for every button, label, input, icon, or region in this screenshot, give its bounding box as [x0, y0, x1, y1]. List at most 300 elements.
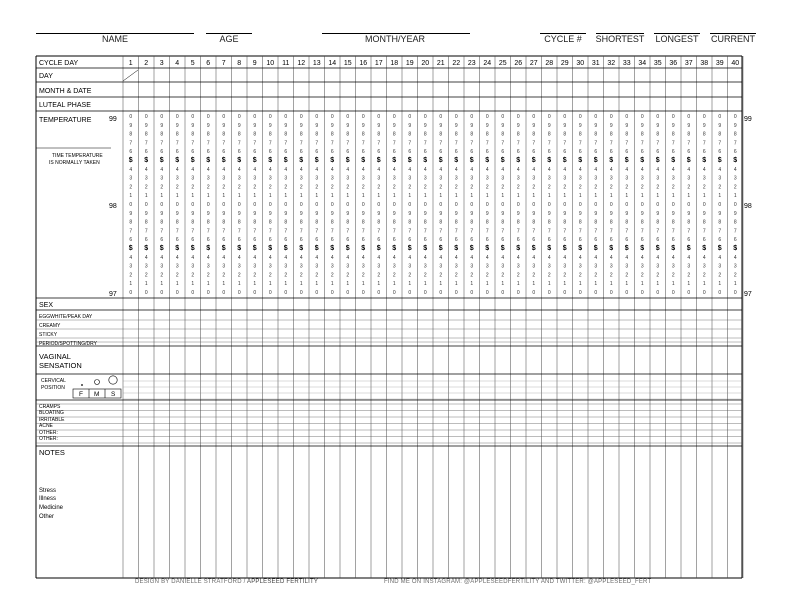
- temp-digit[interactable]: 6: [640, 237, 644, 244]
- temp-digit[interactable]: 8: [330, 131, 334, 138]
- temp-digit[interactable]: 1: [175, 193, 179, 200]
- temp-digit[interactable]: 0: [532, 290, 536, 296]
- temp-digit[interactable]: 1: [144, 193, 148, 200]
- temp-digit[interactable]: 8: [268, 219, 272, 226]
- temp-digit[interactable]: 6: [563, 149, 567, 156]
- temp-digit[interactable]: 8: [609, 131, 613, 138]
- temp-digit[interactable]: 4: [547, 254, 551, 261]
- temp-digit[interactable]: 0: [687, 202, 691, 208]
- temp-digit[interactable]: 1: [702, 281, 706, 288]
- temp-digit[interactable]: 2: [408, 272, 412, 279]
- temp-digit[interactable]: 3: [439, 263, 443, 270]
- temp-digit[interactable]: 9: [268, 210, 272, 217]
- temp-digit[interactable]: 0: [299, 202, 303, 208]
- temp-digit[interactable]: 4: [671, 254, 675, 261]
- temp-digit[interactable]: 9: [129, 122, 133, 129]
- temp-digit[interactable]: 3: [470, 175, 474, 182]
- temp-digit[interactable]: 0: [547, 202, 551, 208]
- temp-digit[interactable]: 0: [470, 290, 474, 296]
- temp-digit[interactable]: 4: [687, 166, 691, 173]
- temp-digit[interactable]: $: [268, 245, 273, 252]
- temp-digit[interactable]: 7: [268, 140, 272, 147]
- temp-digit[interactable]: 2: [687, 184, 691, 191]
- temp-digit[interactable]: 3: [299, 175, 303, 182]
- temp-digit[interactable]: 8: [392, 131, 396, 138]
- temp-digit[interactable]: 1: [253, 193, 257, 200]
- temp-digit[interactable]: 0: [206, 114, 210, 120]
- temp-digit[interactable]: $: [128, 245, 133, 252]
- temp-digit[interactable]: 7: [299, 228, 303, 235]
- temp-digit[interactable]: 4: [423, 254, 427, 261]
- temp-digit[interactable]: 4: [423, 166, 427, 173]
- temp-digit[interactable]: 9: [206, 210, 210, 217]
- temp-digit[interactable]: 3: [563, 175, 567, 182]
- temp-digit[interactable]: 0: [439, 202, 443, 208]
- temp-digit[interactable]: 0: [361, 202, 365, 208]
- temp-digit[interactable]: 0: [377, 290, 381, 296]
- temp-digit[interactable]: 4: [687, 254, 691, 261]
- temp-digit[interactable]: 8: [640, 131, 644, 138]
- temp-digit[interactable]: 2: [532, 272, 536, 279]
- temp-digit[interactable]: 9: [284, 210, 288, 217]
- temp-digit[interactable]: $: [609, 245, 614, 252]
- temp-digit[interactable]: 8: [299, 219, 303, 226]
- temp-digit[interactable]: 4: [671, 166, 675, 173]
- temp-digit[interactable]: 4: [377, 166, 381, 173]
- temp-digit[interactable]: 6: [268, 237, 272, 244]
- temp-digit[interactable]: 4: [516, 254, 520, 261]
- temp-digit[interactable]: 8: [625, 219, 629, 226]
- temp-digit[interactable]: 7: [284, 228, 288, 235]
- temp-digit[interactable]: 8: [377, 219, 381, 226]
- temp-digit[interactable]: $: [438, 157, 443, 164]
- temp-digit[interactable]: 4: [361, 166, 365, 173]
- temp-digit[interactable]: 7: [377, 228, 381, 235]
- temp-digit[interactable]: 0: [129, 290, 133, 296]
- temp-digit[interactable]: 3: [702, 263, 706, 270]
- temp-digit[interactable]: 8: [284, 219, 288, 226]
- temp-digit[interactable]: 2: [315, 184, 319, 191]
- temp-digit[interactable]: 1: [609, 193, 613, 200]
- temp-digit[interactable]: $: [624, 157, 629, 164]
- temp-digit[interactable]: 8: [206, 219, 210, 226]
- temp-digit[interactable]: 1: [656, 193, 660, 200]
- temp-digit[interactable]: 7: [485, 140, 489, 147]
- temp-digit[interactable]: $: [206, 245, 211, 252]
- temp-digit[interactable]: 3: [671, 263, 675, 270]
- temp-digit[interactable]: 9: [656, 210, 660, 217]
- temp-digit[interactable]: 7: [547, 140, 551, 147]
- temp-digit[interactable]: 8: [563, 131, 567, 138]
- temp-digit[interactable]: 6: [408, 237, 412, 244]
- temp-digit[interactable]: 2: [315, 272, 319, 279]
- temp-digit[interactable]: 4: [361, 254, 365, 261]
- temp-digit[interactable]: 2: [578, 272, 582, 279]
- temp-digit[interactable]: 7: [392, 228, 396, 235]
- temp-digit[interactable]: 9: [485, 122, 489, 129]
- temp-digit[interactable]: 4: [206, 166, 210, 173]
- temp-digit[interactable]: $: [407, 157, 412, 164]
- temp-digit[interactable]: $: [330, 157, 335, 164]
- temp-digit[interactable]: 0: [640, 290, 644, 296]
- temp-digit[interactable]: 9: [718, 210, 722, 217]
- temp-digit[interactable]: 4: [253, 254, 257, 261]
- temp-digit[interactable]: 6: [439, 237, 443, 244]
- temp-digit[interactable]: 6: [656, 149, 660, 156]
- temp-digit[interactable]: 0: [144, 290, 148, 296]
- temp-digit[interactable]: 3: [718, 175, 722, 182]
- temp-digit[interactable]: $: [500, 245, 505, 252]
- temp-digit[interactable]: 6: [377, 237, 381, 244]
- temp-digit[interactable]: 9: [501, 122, 505, 129]
- temp-digit[interactable]: 0: [284, 290, 288, 296]
- temp-digit[interactable]: 3: [532, 263, 536, 270]
- temp-digit[interactable]: 9: [129, 210, 133, 217]
- temp-digit[interactable]: 7: [702, 228, 706, 235]
- temp-digit[interactable]: 9: [423, 122, 427, 129]
- temp-digit[interactable]: 4: [439, 254, 443, 261]
- temp-digit[interactable]: 1: [346, 193, 350, 200]
- temp-digit[interactable]: 2: [439, 272, 443, 279]
- temp-digit[interactable]: 7: [222, 228, 226, 235]
- temp-digit[interactable]: 3: [299, 263, 303, 270]
- temp-digit[interactable]: 1: [470, 281, 474, 288]
- temp-digit[interactable]: 7: [563, 228, 567, 235]
- temp-digit[interactable]: 7: [191, 228, 195, 235]
- temp-digit[interactable]: 9: [423, 210, 427, 217]
- temp-digit[interactable]: 8: [547, 219, 551, 226]
- temp-digit[interactable]: 7: [501, 228, 505, 235]
- temp-digit[interactable]: $: [376, 157, 381, 164]
- temp-digit[interactable]: $: [454, 157, 459, 164]
- temp-digit[interactable]: 9: [532, 210, 536, 217]
- temp-digit[interactable]: 8: [160, 219, 164, 226]
- temp-digit[interactable]: 0: [268, 114, 272, 120]
- temp-digit[interactable]: 4: [237, 254, 241, 261]
- temp-digit[interactable]: 8: [237, 219, 241, 226]
- temp-digit[interactable]: 8: [671, 219, 675, 226]
- temp-digit[interactable]: 0: [129, 114, 133, 120]
- temp-digit[interactable]: 3: [594, 175, 598, 182]
- temp-digit[interactable]: 9: [284, 122, 288, 129]
- temp-digit[interactable]: 8: [733, 219, 737, 226]
- temp-digit[interactable]: 4: [206, 254, 210, 261]
- temp-digit[interactable]: 6: [315, 149, 319, 156]
- temp-digit[interactable]: 2: [253, 184, 257, 191]
- temp-digit[interactable]: 0: [485, 114, 489, 120]
- temp-digit[interactable]: 3: [408, 263, 412, 270]
- temp-digit[interactable]: $: [407, 245, 412, 252]
- temp-digit[interactable]: 8: [330, 219, 334, 226]
- temp-digit[interactable]: 7: [129, 140, 133, 147]
- temp-digit[interactable]: 7: [547, 228, 551, 235]
- temp-digit[interactable]: 1: [191, 281, 195, 288]
- temp-digit[interactable]: 4: [191, 254, 195, 261]
- temp-digit[interactable]: 3: [625, 263, 629, 270]
- temp-digit[interactable]: 9: [175, 122, 179, 129]
- temp-digit[interactable]: 8: [392, 219, 396, 226]
- temp-digit[interactable]: 1: [315, 193, 319, 200]
- temp-digit[interactable]: $: [547, 245, 552, 252]
- temp-digit[interactable]: 0: [253, 202, 257, 208]
- temp-digit[interactable]: 7: [563, 140, 567, 147]
- temp-digit[interactable]: 8: [454, 219, 458, 226]
- temp-digit[interactable]: 6: [501, 237, 505, 244]
- temp-digit[interactable]: 8: [470, 131, 474, 138]
- temp-digit[interactable]: 8: [222, 219, 226, 226]
- temp-digit[interactable]: 6: [578, 237, 582, 244]
- temp-digit[interactable]: $: [609, 157, 614, 164]
- temp-digit[interactable]: 6: [144, 237, 148, 244]
- temp-digit[interactable]: 0: [299, 114, 303, 120]
- temp-digit[interactable]: 9: [516, 210, 520, 217]
- temp-digit[interactable]: 1: [330, 281, 334, 288]
- temp-digit[interactable]: 8: [144, 219, 148, 226]
- temp-digit[interactable]: 1: [268, 281, 272, 288]
- temp-digit[interactable]: 6: [346, 149, 350, 156]
- temp-digit[interactable]: 0: [609, 202, 613, 208]
- temp-digit[interactable]: 4: [346, 254, 350, 261]
- temp-digit[interactable]: 0: [423, 290, 427, 296]
- temp-digit[interactable]: $: [159, 245, 164, 252]
- temp-digit[interactable]: 3: [454, 175, 458, 182]
- temp-digit[interactable]: 7: [532, 140, 536, 147]
- temp-digit[interactable]: $: [655, 157, 660, 164]
- temp-digit[interactable]: 1: [330, 193, 334, 200]
- temp-digit[interactable]: 0: [640, 114, 644, 120]
- temp-digit[interactable]: $: [640, 245, 645, 252]
- temp-digit[interactable]: 0: [578, 114, 582, 120]
- temp-digit[interactable]: 0: [408, 202, 412, 208]
- temp-digit[interactable]: 6: [361, 149, 365, 156]
- temp-digit[interactable]: 6: [454, 149, 458, 156]
- temp-digit[interactable]: 8: [640, 219, 644, 226]
- temp-digit[interactable]: 7: [594, 228, 598, 235]
- temp-digit[interactable]: 8: [423, 219, 427, 226]
- temp-digit[interactable]: 0: [532, 114, 536, 120]
- temp-digit[interactable]: $: [221, 157, 226, 164]
- temp-digit[interactable]: 3: [268, 175, 272, 182]
- temp-digit[interactable]: 1: [160, 193, 164, 200]
- temp-digit[interactable]: 1: [439, 193, 443, 200]
- temp-digit[interactable]: 7: [640, 140, 644, 147]
- temp-digit[interactable]: 2: [532, 184, 536, 191]
- temp-digit[interactable]: 6: [222, 237, 226, 244]
- temp-digit[interactable]: $: [190, 157, 195, 164]
- temp-digit[interactable]: 0: [625, 290, 629, 296]
- temp-digit[interactable]: 2: [268, 272, 272, 279]
- temp-digit[interactable]: 9: [640, 210, 644, 217]
- temp-digit[interactable]: 2: [454, 272, 458, 279]
- temp-digit[interactable]: 3: [454, 263, 458, 270]
- temp-digit[interactable]: 6: [454, 237, 458, 244]
- temp-digit[interactable]: 7: [625, 228, 629, 235]
- temp-digit[interactable]: 7: [346, 228, 350, 235]
- temp-digit[interactable]: 0: [454, 290, 458, 296]
- temp-digit[interactable]: $: [438, 245, 443, 252]
- temp-digit[interactable]: 7: [625, 140, 629, 147]
- temp-digit[interactable]: 9: [439, 122, 443, 129]
- temp-digit[interactable]: 6: [206, 149, 210, 156]
- temp-digit[interactable]: 1: [377, 281, 381, 288]
- temp-digit[interactable]: 4: [129, 166, 133, 173]
- temp-digit[interactable]: 3: [392, 263, 396, 270]
- temp-digit[interactable]: 4: [408, 166, 412, 173]
- temp-digit[interactable]: 4: [578, 166, 582, 173]
- temp-digit[interactable]: 0: [733, 202, 737, 208]
- temp-digit[interactable]: 6: [532, 149, 536, 156]
- temp-digit[interactable]: 8: [516, 219, 520, 226]
- temp-digit[interactable]: 2: [330, 184, 334, 191]
- temp-digit[interactable]: 6: [594, 237, 598, 244]
- temp-digit[interactable]: $: [671, 157, 676, 164]
- temp-digit[interactable]: 0: [501, 202, 505, 208]
- temp-digit[interactable]: 6: [423, 149, 427, 156]
- temp-digit[interactable]: 1: [594, 281, 598, 288]
- temp-digit[interactable]: 0: [268, 202, 272, 208]
- temp-digit[interactable]: 8: [609, 219, 613, 226]
- temp-digit[interactable]: 8: [144, 131, 148, 138]
- temp-digit[interactable]: 3: [516, 263, 520, 270]
- temp-digit[interactable]: 3: [439, 175, 443, 182]
- temp-digit[interactable]: 9: [733, 122, 737, 129]
- temp-digit[interactable]: 4: [268, 254, 272, 261]
- temp-digit[interactable]: 9: [625, 122, 629, 129]
- temp-digit[interactable]: 8: [191, 219, 195, 226]
- temp-digit[interactable]: 0: [315, 114, 319, 120]
- temp-digit[interactable]: 2: [702, 272, 706, 279]
- temp-digit[interactable]: 2: [718, 272, 722, 279]
- temp-digit[interactable]: 4: [470, 254, 474, 261]
- temp-digit[interactable]: $: [640, 157, 645, 164]
- temp-digit[interactable]: $: [283, 245, 288, 252]
- temp-digit[interactable]: 9: [160, 122, 164, 129]
- temp-digit[interactable]: 3: [206, 263, 210, 270]
- temp-digit[interactable]: 2: [656, 272, 660, 279]
- temp-digit[interactable]: 0: [501, 114, 505, 120]
- temp-digit[interactable]: 8: [578, 131, 582, 138]
- temp-digit[interactable]: 2: [578, 184, 582, 191]
- temp-digit[interactable]: 2: [284, 272, 288, 279]
- temp-digit[interactable]: 4: [578, 254, 582, 261]
- temp-digit[interactable]: 2: [516, 272, 520, 279]
- temp-digit[interactable]: 3: [516, 175, 520, 182]
- temp-digit[interactable]: 7: [144, 140, 148, 147]
- temp-digit[interactable]: $: [686, 245, 691, 252]
- temp-digit[interactable]: 1: [361, 193, 365, 200]
- temp-digit[interactable]: 1: [501, 281, 505, 288]
- temp-digit[interactable]: 7: [718, 228, 722, 235]
- temp-digit[interactable]: 3: [547, 263, 551, 270]
- temp-digit[interactable]: 0: [485, 290, 489, 296]
- temp-digit[interactable]: 2: [485, 184, 489, 191]
- temp-digit[interactable]: 2: [206, 272, 210, 279]
- temp-digit[interactable]: 7: [439, 228, 443, 235]
- temp-digit[interactable]: 3: [129, 175, 133, 182]
- temp-digit[interactable]: 7: [671, 140, 675, 147]
- temp-digit[interactable]: 4: [563, 166, 567, 173]
- temp-digit[interactable]: 1: [687, 281, 691, 288]
- temp-digit[interactable]: $: [562, 157, 567, 164]
- temp-digit[interactable]: 6: [687, 237, 691, 244]
- temp-digit[interactable]: 6: [392, 237, 396, 244]
- temp-digit[interactable]: 2: [222, 184, 226, 191]
- temp-digit[interactable]: 7: [733, 140, 737, 147]
- temp-digit[interactable]: 8: [656, 219, 660, 226]
- temp-digit[interactable]: 1: [547, 193, 551, 200]
- temp-digit[interactable]: 6: [237, 149, 241, 156]
- temp-digit[interactable]: 9: [733, 210, 737, 217]
- temp-digit[interactable]: 3: [361, 175, 365, 182]
- temp-digit[interactable]: $: [159, 157, 164, 164]
- temp-digit[interactable]: $: [624, 245, 629, 252]
- temp-digit[interactable]: 2: [160, 184, 164, 191]
- temp-digit[interactable]: 9: [144, 210, 148, 217]
- temp-digit[interactable]: 0: [284, 202, 288, 208]
- temp-digit[interactable]: 4: [718, 166, 722, 173]
- temp-digit[interactable]: 3: [144, 263, 148, 270]
- temp-digit[interactable]: 9: [547, 122, 551, 129]
- temp-digit[interactable]: 2: [191, 272, 195, 279]
- temp-digit[interactable]: 8: [160, 131, 164, 138]
- temp-digit[interactable]: 0: [578, 202, 582, 208]
- temp-digit[interactable]: 2: [671, 184, 675, 191]
- temp-digit[interactable]: 0: [330, 202, 334, 208]
- temp-digit[interactable]: $: [702, 245, 707, 252]
- temp-digit[interactable]: 7: [687, 140, 691, 147]
- temp-digit[interactable]: 3: [470, 263, 474, 270]
- temp-digit[interactable]: 9: [501, 210, 505, 217]
- temp-digit[interactable]: 6: [129, 149, 133, 156]
- temp-digit[interactable]: 8: [671, 131, 675, 138]
- temp-digit[interactable]: 9: [687, 122, 691, 129]
- temp-digit[interactable]: 0: [702, 290, 706, 296]
- temp-digit[interactable]: 0: [392, 290, 396, 296]
- temp-digit[interactable]: 7: [454, 228, 458, 235]
- temp-digit[interactable]: 0: [594, 290, 598, 296]
- temp-digit[interactable]: 4: [609, 254, 613, 261]
- temp-digit[interactable]: 2: [392, 272, 396, 279]
- temp-digit[interactable]: 9: [237, 210, 241, 217]
- temp-digit[interactable]: 3: [485, 263, 489, 270]
- temp-digit[interactable]: 1: [718, 281, 722, 288]
- temp-digit[interactable]: 7: [253, 228, 257, 235]
- temp-digit[interactable]: 3: [237, 263, 241, 270]
- temp-digit[interactable]: 4: [330, 166, 334, 173]
- temp-digit[interactable]: 3: [268, 263, 272, 270]
- temp-digit[interactable]: 3: [346, 175, 350, 182]
- temp-digit[interactable]: 0: [237, 290, 241, 296]
- temp-digit[interactable]: 4: [144, 254, 148, 261]
- temp-digit[interactable]: 7: [144, 228, 148, 235]
- temp-digit[interactable]: $: [175, 245, 180, 252]
- temp-digit[interactable]: 7: [609, 140, 613, 147]
- temp-digit[interactable]: 1: [144, 281, 148, 288]
- temp-digit[interactable]: 0: [175, 114, 179, 120]
- temp-digit[interactable]: 3: [656, 263, 660, 270]
- temp-digit[interactable]: 7: [175, 228, 179, 235]
- temp-digit[interactable]: 9: [222, 210, 226, 217]
- temp-digit[interactable]: $: [392, 245, 397, 252]
- temp-digit[interactable]: 9: [439, 210, 443, 217]
- temp-digit[interactable]: 8: [191, 131, 195, 138]
- temp-digit[interactable]: 6: [547, 149, 551, 156]
- temp-digit[interactable]: 7: [160, 140, 164, 147]
- temp-digit[interactable]: 7: [268, 228, 272, 235]
- temp-digit[interactable]: 9: [408, 210, 412, 217]
- temp-digit[interactable]: 3: [191, 263, 195, 270]
- temp-digit[interactable]: 2: [423, 184, 427, 191]
